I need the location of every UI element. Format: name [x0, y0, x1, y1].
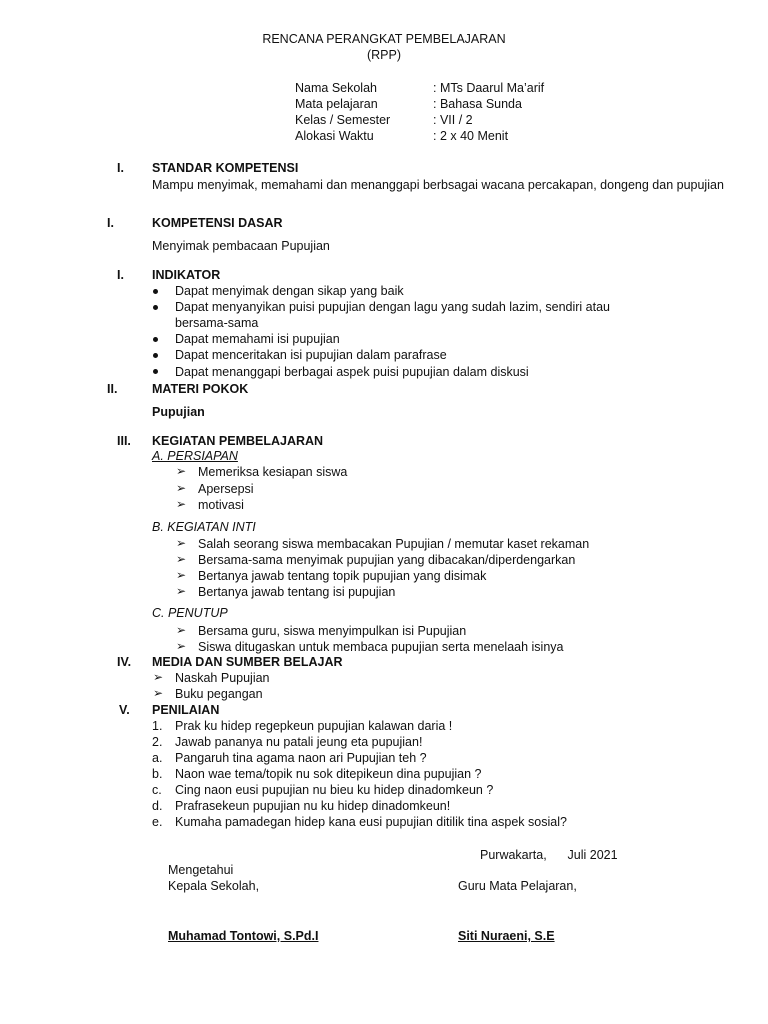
bullet-icon	[153, 369, 158, 374]
penilaian-item: Jawab pananya nu patali jeung eta pupujian!	[175, 735, 423, 749]
inti-item: Bertanya jawab tentang isi pupujian	[198, 585, 396, 599]
inti-item: Bertanya jawab tentang topik pupujian yang disimak	[198, 569, 487, 583]
identity-value: : VII / 2	[433, 113, 473, 127]
indikator-item: Dapat menanggapi berbagai aspek puisi pupujian dalam diskusi	[175, 365, 529, 379]
indikator-item: Dapat menceritakan isi pupujian dalam parafrase	[175, 348, 447, 362]
identity-label: Kelas / Semester	[295, 113, 391, 127]
arrow-bullet-icon: ➢	[176, 584, 187, 598]
bullet-icon	[153, 289, 158, 294]
section-number: V.	[119, 703, 130, 717]
section-heading-materi-pokok: MATERI POKOK	[152, 382, 249, 396]
signature-left-title: Kepala Sekolah,	[168, 879, 260, 893]
signature-left-label: Mengetahui	[168, 863, 234, 877]
identity-label: Mata pelajaran	[295, 97, 378, 111]
persiapan-item: Apersepsi	[198, 482, 254, 496]
penilaian-item: Cing naon eusi pupujian nu bieu ku hidep dinadomkeun ?	[175, 783, 494, 797]
penilaian-item: Naon wae tema/topik nu sok ditepikeun dina pupujian ?	[175, 767, 482, 781]
penilaian-marker: 1.	[152, 719, 163, 733]
penilaian-item: Prafrasekeun pupujian nu ku hidep dinadomkeun!	[175, 799, 451, 813]
identity-value: : Bahasa Sunda	[433, 97, 522, 111]
arrow-bullet-icon: ➢	[176, 464, 187, 478]
indikator-item: Dapat menyimak dengan sikap yang baik	[175, 284, 404, 298]
section-heading-penilaian: PENILAIAN	[152, 703, 220, 717]
media-item: Buku pegangan	[175, 687, 263, 701]
signature-right-title: Guru Mata Pelajaran,	[458, 879, 577, 893]
section-heading-kompetensi-dasar: KOMPETENSI DASAR	[152, 216, 283, 230]
identity-value: : MTs Daarul Ma’arif	[433, 81, 545, 95]
section-number: I.	[117, 161, 124, 175]
arrow-bullet-icon: ➢	[176, 639, 187, 653]
bullet-icon	[153, 353, 158, 358]
persiapan-item: Memeriksa kesiapan siswa	[198, 465, 348, 479]
arrow-bullet-icon: ➢	[176, 497, 187, 511]
persiapan-item: motivasi	[198, 498, 244, 512]
arrow-bullet-icon: ➢	[176, 481, 187, 495]
section-heading-media: MEDIA DAN SUMBER BELAJAR	[152, 655, 343, 669]
subsection-kegiatan-inti: B. KEGIATAN INTI	[152, 520, 256, 534]
indikator-item: Dapat menyanyikan puisi pupujian dengan lagu yang sudah lazim, sendiri atau	[175, 300, 611, 314]
arrow-bullet-icon: ➢	[153, 670, 164, 684]
identity-label: Nama Sekolah	[295, 81, 377, 95]
bullet-icon	[153, 305, 158, 310]
arrow-bullet-icon: ➢	[176, 536, 187, 550]
inti-item: Bersama-sama menyimak pupujian yang dibacakan/diperdengarkan	[198, 553, 576, 567]
section-number: I.	[117, 268, 124, 282]
penilaian-item: Pangaruh tina agama naon ari Pupujian teh ?	[175, 751, 427, 765]
subsection-penutup: C. PENUTUP	[152, 606, 228, 620]
materi-pokok-text: Pupujian	[152, 405, 205, 419]
indikator-item: Dapat memahami isi pupujian	[175, 332, 340, 346]
penilaian-item: Prak ku hidep regepkeun pupujian kalawan daria !	[175, 719, 453, 733]
signature-right-name: Siti Nuraeni, S.E	[458, 929, 555, 943]
section-heading-indikator: INDIKATOR	[152, 268, 221, 282]
signature-left-name: Muhamad Tontowi, S.Pd.I	[168, 929, 319, 943]
penilaian-marker: e.	[152, 815, 163, 829]
section-number: IV.	[117, 655, 132, 669]
penutup-item: Siswa ditugaskan untuk membaca pupujian serta menelaah isinya	[198, 640, 564, 654]
document-subtitle: (RPP)	[366, 48, 402, 62]
section-heading-standar-kompetensi: STANDAR KOMPETENSI	[152, 161, 299, 175]
standar-kompetensi-text: Mampu menyimak, memahami dan menanggapi berbsagai wacana percakapan, dongeng dan pupujian	[152, 178, 724, 192]
penilaian-marker: 2.	[152, 735, 163, 749]
penilaian-marker: c.	[152, 783, 162, 797]
arrow-bullet-icon: ➢	[153, 686, 164, 700]
bullet-icon	[153, 337, 158, 342]
penilaian-marker: d.	[152, 799, 163, 813]
media-item: Naskah Pupujian	[175, 671, 270, 685]
penilaian-marker: a.	[152, 751, 163, 765]
place-date: Purwakarta, Juli 2021	[480, 848, 618, 862]
penutup-item: Bersama guru, siswa menyimpulkan isi Pupujian	[198, 624, 467, 638]
section-number: II.	[107, 382, 118, 396]
section-number: I.	[107, 216, 114, 230]
arrow-bullet-icon: ➢	[176, 552, 187, 566]
subsection-persiapan: A. PERSIAPAN	[152, 449, 238, 463]
identity-label: Alokasi Waktu	[295, 129, 374, 143]
penilaian-item: Kumaha pamadegan hidep kana eusi pupujian ditilik tina aspek sosial?	[175, 815, 567, 829]
section-heading-kegiatan: KEGIATAN PEMBELAJARAN	[152, 434, 324, 448]
kompetensi-dasar-text: Menyimak pembacaan Pupujian	[152, 239, 330, 253]
indikator-item-continuation: bersama-sama	[175, 316, 259, 330]
inti-item: Salah seorang siswa membacakan Pupujian / memutar kaset rekaman	[198, 537, 590, 551]
identity-value: : 2 x 40 Menit	[433, 129, 509, 143]
arrow-bullet-icon: ➢	[176, 623, 187, 637]
section-number: III.	[117, 434, 131, 448]
document-title: RENCANA PERANGKAT PEMBELAJARAN	[262, 32, 506, 46]
arrow-bullet-icon: ➢	[176, 568, 187, 582]
penilaian-marker: b.	[152, 767, 163, 781]
